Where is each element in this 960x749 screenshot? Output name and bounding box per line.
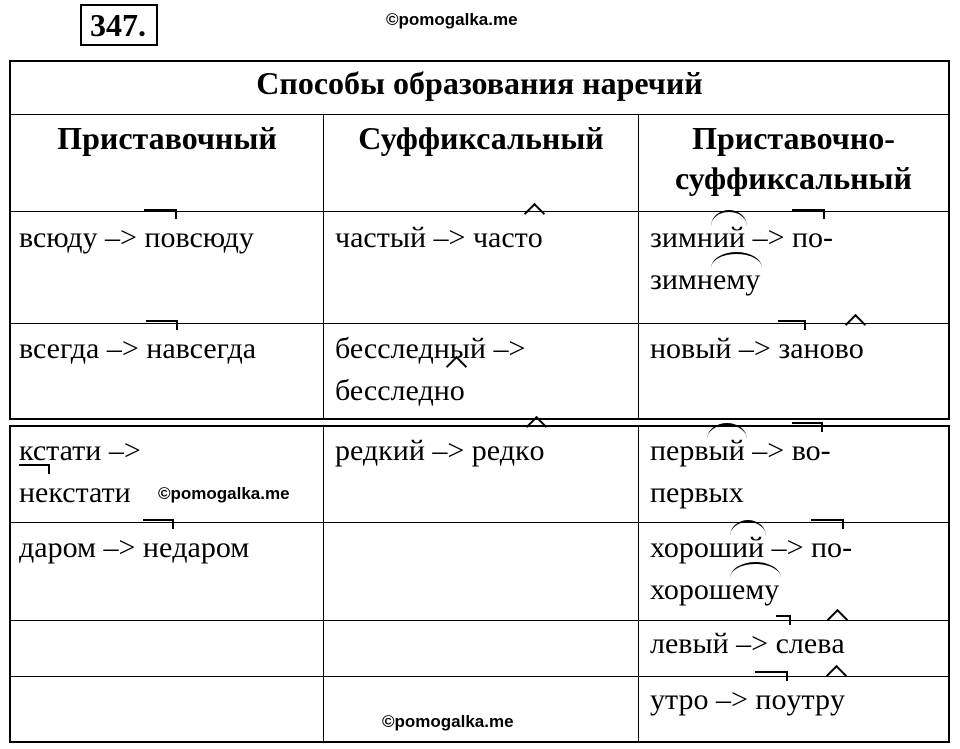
cell-chasto: частый –> часто — [335, 217, 543, 259]
suffix-mark: о — [450, 370, 465, 412]
cell-nedarom: даром –> недаром — [19, 527, 249, 569]
suffix-arc-mark: ему — [713, 259, 760, 301]
header-prefixal-suffixal: Приставочно- суффиксальный — [675, 120, 912, 196]
column-divider — [323, 114, 324, 419]
suffix-mark: а — [831, 623, 844, 665]
column-divider — [638, 427, 639, 741]
prefix-mark: не — [19, 472, 48, 514]
suffix-mark: о — [530, 430, 545, 472]
suffix-mark: о — [528, 217, 543, 259]
prefix-mark: за — [778, 328, 803, 370]
column-divider — [323, 427, 324, 741]
ending-mark: ий — [713, 217, 745, 259]
row-divider — [11, 676, 948, 677]
watermark-top: ©pomogalka.me — [386, 10, 518, 29]
cell-vo-pervykh: первый –> во- первых — [650, 430, 831, 514]
prefix-mark: во — [792, 430, 821, 472]
suffix-mark: у — [830, 679, 845, 721]
cell-po-khoroshemu: хороший –> по- хорошему — [650, 527, 852, 611]
table-title: Способы образования наречий — [256, 65, 703, 101]
suffix-arc-mark: ему — [732, 569, 779, 611]
header-suffixal: Суффиксальный — [358, 120, 604, 156]
exercise-number: 347. — [80, 4, 158, 46]
cell-besledno: бесследный –> бесследно — [335, 328, 525, 412]
header-prefixal: Приставочный — [57, 120, 277, 156]
prefix-mark: по — [811, 527, 842, 569]
watermark-bottom: ©pomogalka.me — [382, 712, 514, 731]
cell-po-zimnemu: зимний –> по- зимнему — [650, 217, 833, 301]
cell-nekstati: кстати –> некстати — [19, 430, 141, 514]
ending-mark: ый — [709, 430, 745, 472]
cell-zanovo: новый –> заново — [650, 328, 864, 370]
cell-poutru: утро –> поутру — [650, 679, 845, 721]
prefix-mark: на — [146, 328, 175, 370]
title-divider — [11, 114, 948, 115]
prefix-mark: не — [143, 527, 172, 569]
ending-mark: ий — [732, 527, 764, 569]
suffix-mark: о — [849, 328, 864, 370]
prefix-mark: по — [144, 217, 175, 259]
prefix-mark: по — [792, 217, 823, 259]
cell-vsyudu: всюду –> повсюду — [19, 217, 254, 259]
cell-redko: редкий –> редко — [335, 430, 545, 472]
prefix-mark: с — [776, 623, 789, 665]
row-divider — [11, 620, 948, 621]
prefix-mark: по — [755, 679, 786, 721]
watermark-middle: ©pomogalka.me — [158, 484, 290, 503]
cell-sleva: левый –> слева — [650, 623, 845, 665]
cell-navsegda: всегда –> навсегда — [19, 328, 256, 370]
